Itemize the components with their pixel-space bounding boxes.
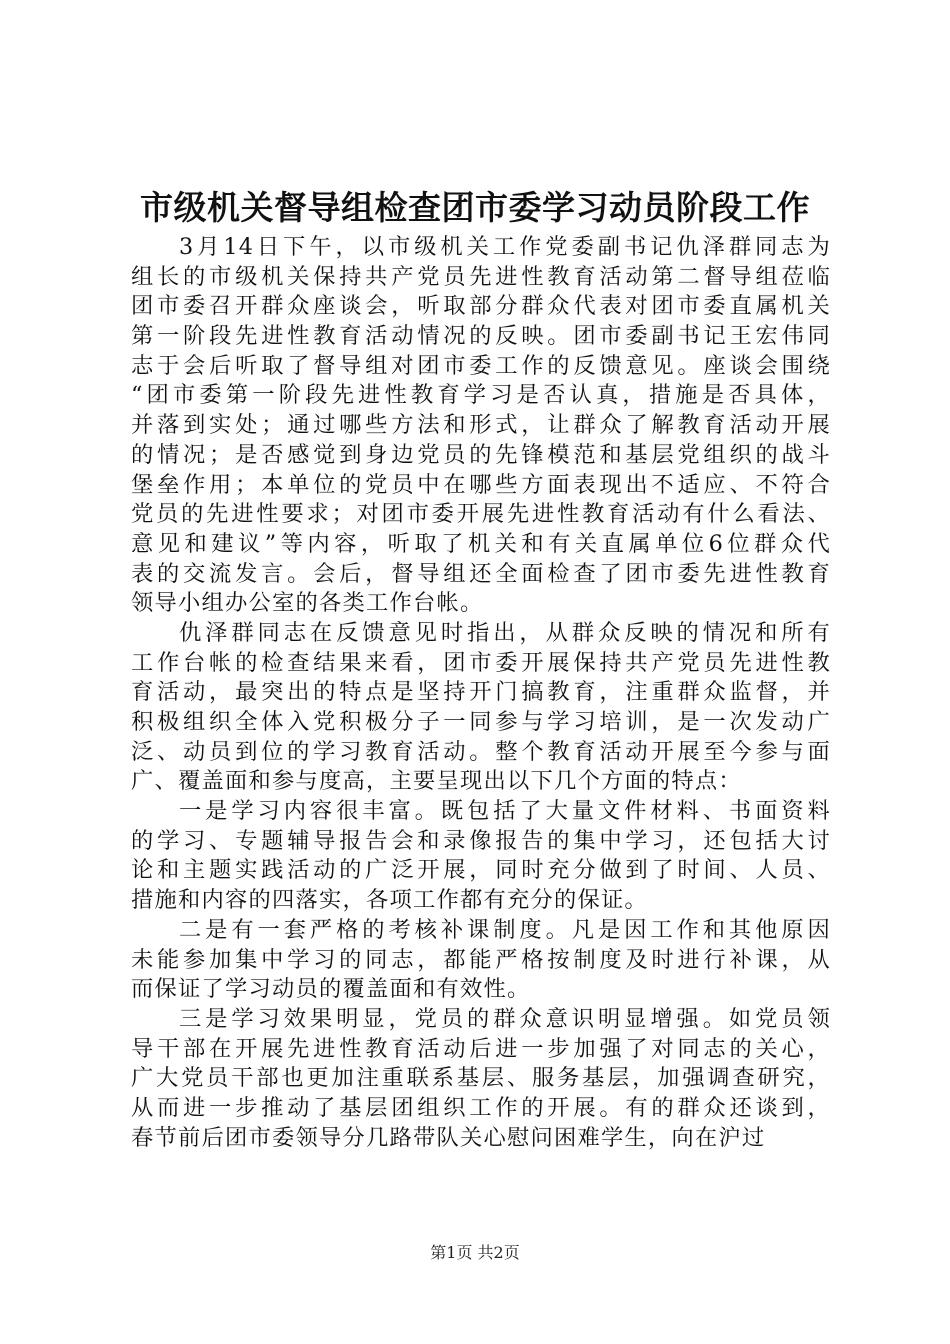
text-line: 表的交流发言。会后，督导组还全面检查了团市委先进性教育	[131, 560, 831, 587]
text-line: 工作台帐的检查结果来看，团市委开展保持共产党员先进性教	[131, 649, 831, 676]
text-line: “团市委第一阶段先进性教育学习是否认真，措施是否具体，	[131, 382, 831, 409]
text-line: 措施和内容的四落实，各项工作都有充分的保证。	[131, 887, 648, 914]
text-line: 广、覆盖面和参与度高，主要呈现出以下几个方面的特点：	[131, 768, 742, 795]
text-line: 组长的市级机关保持共产党员先进性教育活动第二督导组莅临	[131, 263, 831, 290]
text-line: 春节前后团市委领导分几路带队关心慰问困难学生，向在沪过	[131, 1124, 766, 1151]
text-line: 三是学习效果明显，党员的群众意识明显增强。如党员领	[179, 1005, 831, 1032]
text-line: 志于会后听取了督导组对团市委工作的反馈意见。座谈会围绕	[131, 352, 831, 379]
paragraph	[131, 916, 831, 1005]
text-line: 从而进一步推动了基层团组织工作的开展。有的群众还谈到，	[131, 1094, 831, 1121]
text-line: 广大党员干部也更加注重联系基层、服务基层，加强调查研究，	[131, 1065, 831, 1092]
text-line: 3月14日下午，以市级机关工作党委副书记仇泽群同志为	[179, 234, 831, 260]
text-line: 二是有一套严格的考核补课制度。凡是因工作和其他原因	[179, 916, 831, 943]
text-line: 一是学习内容很丰富。既包括了大量文件材料、书面资料	[179, 798, 831, 825]
text-line: 意见和建议”等内容，听取了机关和有关直属单位6位群众代	[131, 530, 831, 557]
text-line: 积极组织全体入党积极分子一同参与学习培训，是一次发动广	[131, 709, 831, 735]
text-line: 党员的先进性要求；对团市委开展先进性教育活动有什么看法、	[131, 501, 831, 528]
text-line: 导干部在开展先进性教育活动后进一步加强了对同志的关心，	[131, 1035, 831, 1062]
text-line: 育活动，最突出的特点是坚持开门搞教育，注重群众监督，并	[131, 679, 831, 706]
text-line: 的情况；是否感觉到身边党员的先锋模范和基层党组织的战斗	[131, 441, 831, 468]
text-line: 的学习、专题辅导报告会和录像报告的集中学习，还包括大讨	[131, 827, 831, 854]
text-line: 仇泽群同志在反馈意见时指出，从群众反映的情况和所有	[179, 619, 831, 646]
paragraph	[131, 233, 831, 619]
paragraph	[131, 797, 831, 916]
text-line: 第一阶段先进性教育活动情况的反映。团市委副书记王宏伟同	[131, 323, 831, 350]
text-line: 团市委召开群众座谈会，听取部分群众代表对团市委直属机关	[131, 293, 831, 320]
text-line: 论和主题实践活动的广泛开展，同时充分做到了时间、人员、	[131, 857, 831, 884]
document-body	[131, 233, 831, 1153]
text-line: 领导小组办公室的各类工作台帐。	[131, 590, 484, 617]
paragraph	[131, 619, 831, 797]
document-title: 市级机关督导组检查团市委学习动员阶段工作	[140, 188, 810, 227]
text-line: 未能参加集中学习的同志，都能严格按制度及时进行补课，从	[131, 946, 831, 973]
paragraph	[131, 1005, 831, 1153]
text-line: 堡垒作用；本单位的党员中在哪些方面表现出不适应、不符合	[131, 471, 831, 498]
text-line: 并落到实处；通过哪些方法和形式，让群众了解教育活动开展	[131, 412, 831, 439]
page-footer: 第1页 共2页	[430, 1243, 520, 1262]
text-line: 泛、动员到位的学习教育活动。整个教育活动开展至今参与面	[131, 738, 831, 765]
text-line: 而保证了学习动员的覆盖面和有效性。	[131, 976, 531, 1003]
